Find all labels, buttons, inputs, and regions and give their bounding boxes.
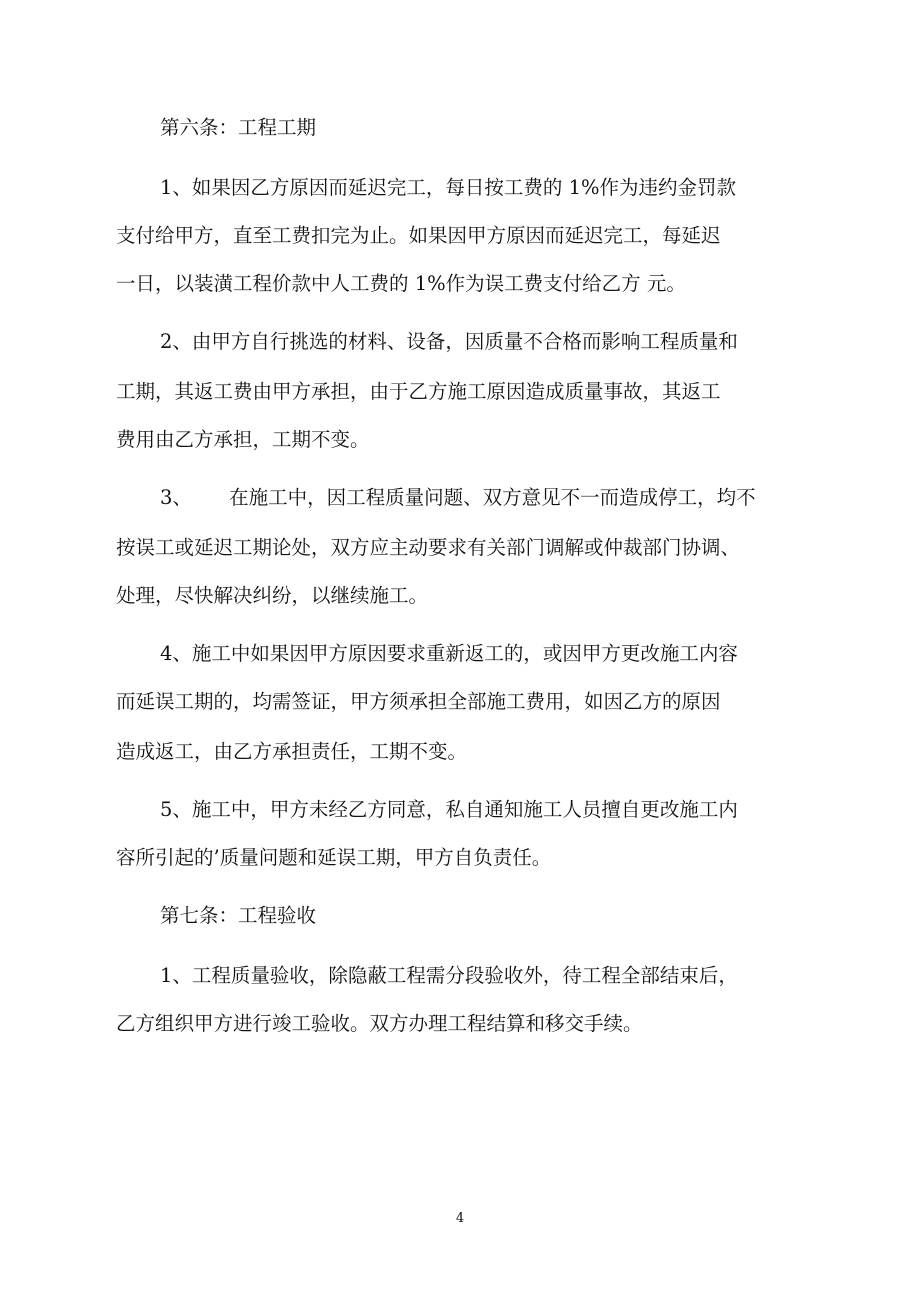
section-heading: 第六条：工程工期: [160, 116, 317, 139]
paragraph-line: 容所引起的’质量问题和延误工期，甲方自负责任。: [116, 846, 552, 869]
section-heading: 第七条：工程验收: [160, 904, 317, 927]
paragraph-line: 4、施工中如果因甲方原因要求重新返工的，或因甲方更改施工内容: [160, 642, 738, 665]
paragraph-line: 工期，其返工费由甲方承担，由于乙方施工原因造成质量事故，其返工: [116, 380, 721, 403]
paragraph-line: 支付给甲方，直至工费扣完为止。如果因甲方原因而延迟完工，每延迟: [116, 224, 721, 247]
paragraph-line: 处理，尽快解决纠纷，以继续施工。: [116, 584, 429, 607]
page-number: 4: [455, 1211, 465, 1226]
paragraph-line: 造成返工，由乙方承担责任，工期不变。: [116, 740, 468, 763]
paragraph-line: 2、由甲方自行挑选的材料、设备，因质量不合格而影响工程质量和: [160, 330, 738, 353]
paragraph-line: 乙方组织甲方进行竣工验收。双方办理工程结算和移交手续。: [116, 1012, 643, 1035]
paragraph-line: 费用由乙方承担，工期不变。: [116, 428, 370, 451]
paragraph-line: 而延误工期的，均需签证，甲方须承担全部施工费用，如因乙方的原因: [116, 690, 721, 713]
paragraph-line: 3、 在施工中，因工程质量问题、双方意见不一而造成停工，均不: [160, 486, 756, 509]
paragraph-line: 一日，以装潢工程价款中人工费的 1%作为误工费支付给乙方 元。: [116, 272, 686, 295]
paragraph-line: 5、施工中，甲方未经乙方同意，私自通知施工人员擅自更改施工内: [160, 798, 738, 821]
paragraph-line: 1、工程质量验收，除隐蔽工程需分段验收外，待工程全部结束后，: [160, 964, 738, 987]
paragraph-line: 1、如果因乙方原因而延迟完工，每日按工费的 1%作为违约金罚款: [160, 176, 737, 199]
paragraph-line: 按误工或延迟工期论处，双方应主动要求有关部门调解或仲裁部门协调、: [116, 536, 741, 559]
